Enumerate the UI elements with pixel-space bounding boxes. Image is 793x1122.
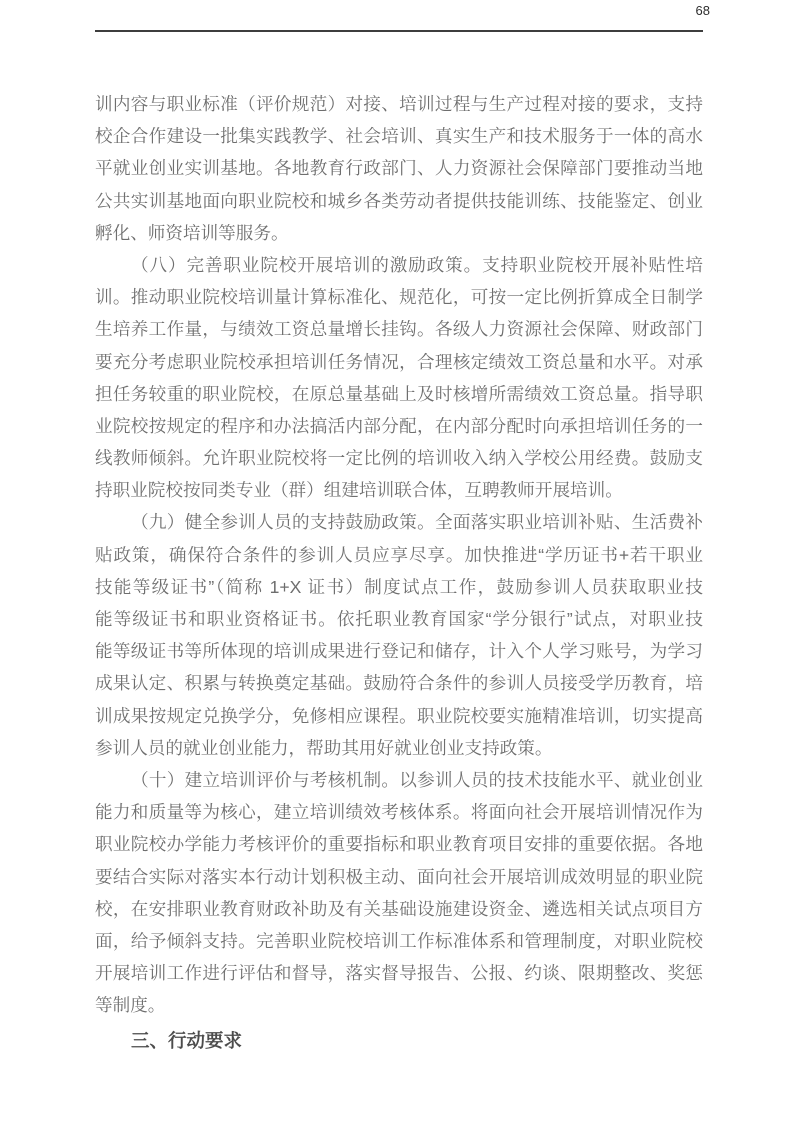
text-line: 要充分考虑职业院校承担培训任务情况，合理核定绩效工资总量和水平。对承: [95, 351, 703, 372]
text-line: 能等级证书等所体现的培训成果进行登记和储存，计入个人学习账号，为学习: [95, 641, 703, 662]
text-line: 要结合实际对落实本行动计划积极主动、面向社会开展培训成效明显的职业院: [95, 866, 703, 887]
text-line: 担任务较重的职业院校，在原总量基础上及时核增所需绩效工资总量。指导职: [95, 383, 703, 404]
text-line: 校，在安排职业教育财政补助及有关基础设施建设资金、遴选相关试点项目方: [95, 898, 703, 919]
text-line: 持职业院校按同类专业（群）组建培训联合体，互聘教师开展培训。: [95, 480, 623, 501]
text-line: 平就业创业实训基地。各地教育行政部门、人力资源社会保障部门要推动当地: [95, 158, 703, 179]
text-line: 能等级证书和职业资格证书。依托职业教育国家“学分银行”试点，对职业技: [95, 609, 703, 629]
text-line: 校企合作建设一批集实践教学、社会培训、真实生产和技术服务于一体的高水: [95, 126, 703, 147]
text-line: 技能等级证书”（简称 1+X 证书）制度试点工作，鼓励参训人员获取职业技: [95, 576, 703, 597]
document-content: [95, 88, 703, 1057]
text-line: 训成果按规定兑换学分，免修相应课程。职业院校要实施精准培训，切实提高: [95, 705, 703, 726]
text-line: 开展培训工作进行评估和督导，落实督导报告、公报、约谈、限期整改、奖惩: [95, 963, 703, 984]
text-line: 职业院校办学能力考核评价的重要指标和职业教育项目安排的重要依据。各地: [95, 834, 703, 855]
text-line: 训内容与职业标准（评价规范）对接、培训过程与生产过程对接的要求，支持: [95, 94, 703, 114]
text-line: 贴政策，确保符合条件的参训人员应享尽享。加快推进“学历证书+若干职业: [95, 544, 703, 565]
text-line: 孵化、师资培训等服务。: [95, 222, 289, 243]
text-line: 业院校按规定的程序和办法搞活内部分配，在内部分配时向承担培训任务的一: [95, 415, 703, 436]
text-line: （十）建立培训评价与考核机制。以参训人员的技术技能水平、就业创业: [131, 769, 703, 790]
text-line: 成果认定、积累与转换奠定基础。鼓励符合条件的参训人员接受学历教育，培: [95, 673, 703, 694]
section-heading: 三、行动要求: [131, 1030, 243, 1052]
text-line: 面，给予倾斜支持。完善职业院校培训工作标准体系和管理制度，对职业院校: [95, 930, 703, 951]
text-line: 参训人员的就业创业能力，帮助其用好就业创业支持政策。: [95, 737, 553, 758]
text-line: （九）健全参训人员的支持鼓励政策。全面落实职业培训补贴、生活费补: [131, 512, 703, 533]
text-line: 训。推动职业院校培训量计算标准化、规范化，可按一定比例折算成全日制学: [95, 287, 703, 308]
text-line: 线教师倾斜。允许职业院校将一定比例的培训收入纳入学校公用经费。鼓励支: [95, 448, 703, 469]
text-line: 生培养工作量，与绩效工资总量增长挂钩。各级人力资源社会保障、财政部门: [95, 319, 703, 340]
text-line: 等制度。: [95, 995, 166, 1016]
text-line: （八）完善职业院校开展培训的激励政策。支持职业院校开展补贴性培: [131, 254, 703, 275]
page-number: 68: [695, 3, 710, 18]
text-line: 公共实训基地面向职业院校和城乡各类劳动者提供技能训练、技能鉴定、创业: [95, 190, 703, 211]
header-rule: [95, 30, 703, 32]
paragraphs-container: [95, 88, 703, 1021]
text-line: 能力和质量等为核心，建立培训绩效考核体系。将面向社会开展培训情况作为: [95, 802, 703, 823]
